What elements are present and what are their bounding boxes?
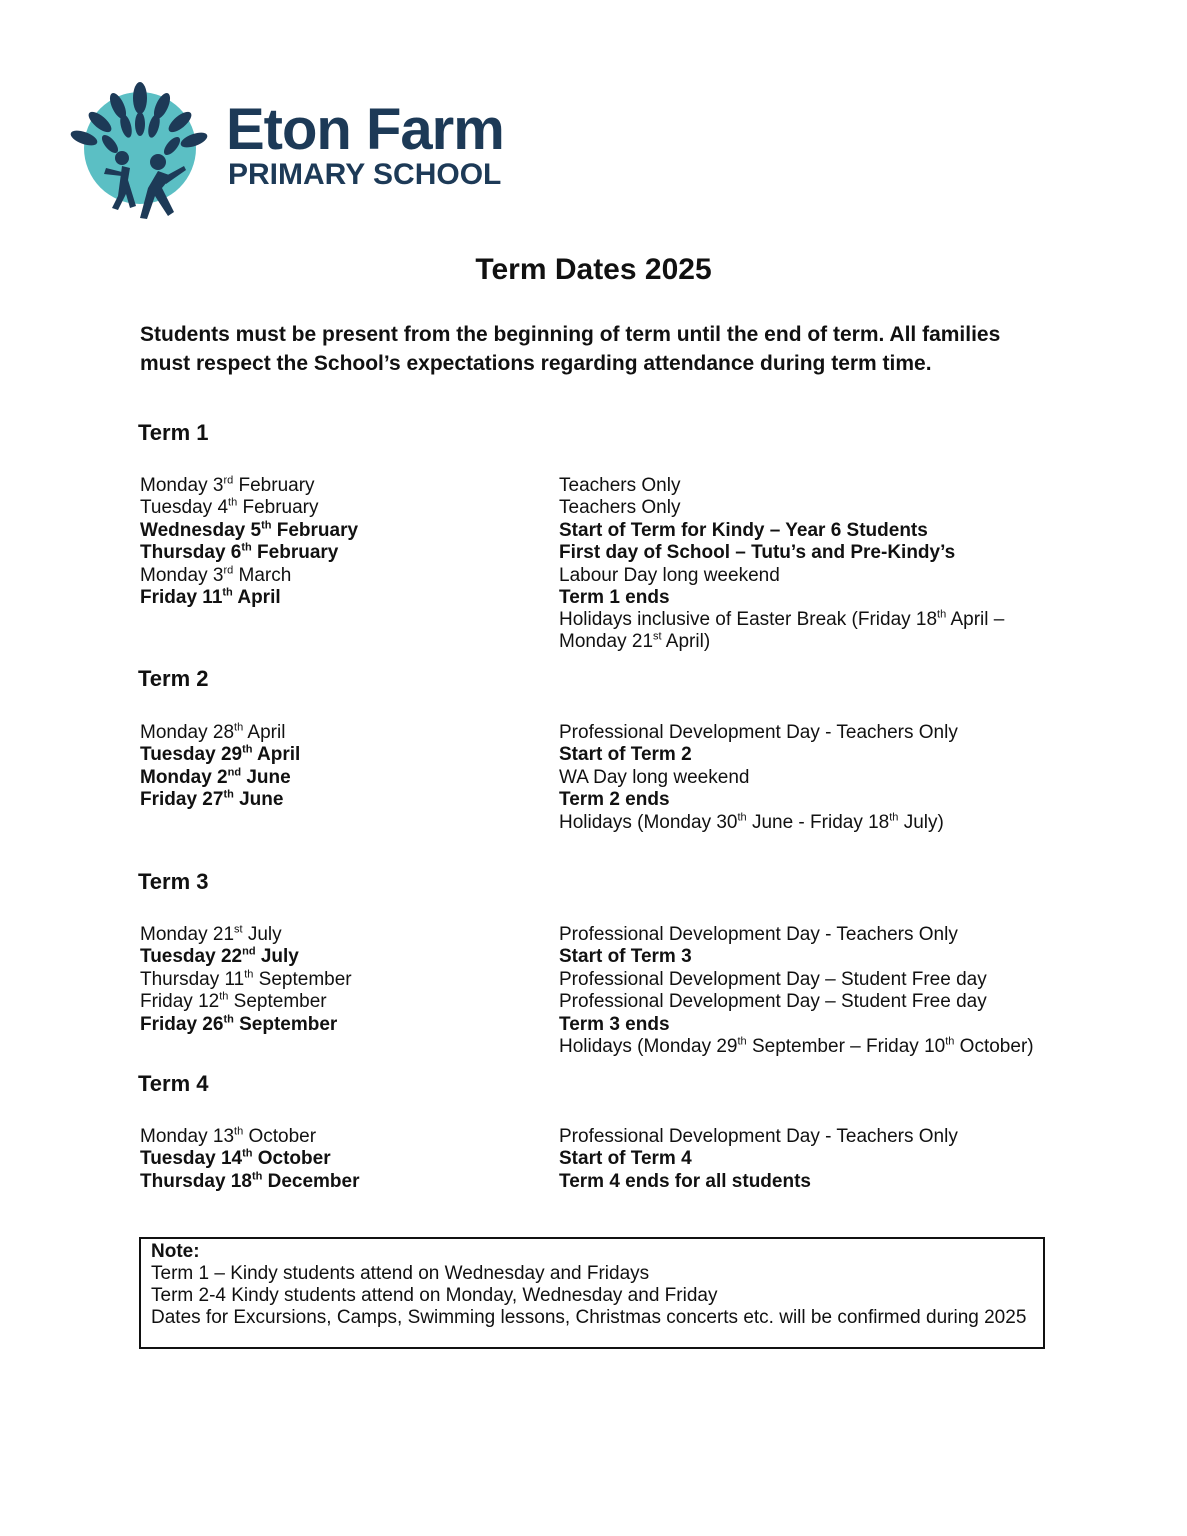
date-text: Friday 11th April [140, 586, 281, 608]
date-row [0, 722, 1187, 744]
date-row [0, 1148, 1187, 1170]
date-text: Thursday 11th September [140, 968, 352, 990]
school-logo [60, 76, 504, 226]
date-text: Wednesday 5th February [140, 519, 359, 541]
date-row [0, 924, 1187, 946]
event-description: Professional Development Day - Teachers Only [559, 722, 958, 743]
intro-paragraph: Students must be present from the beginning of term until the end of term. All families must respect the School’s expectations regarding attendance during term time. [140, 323, 1001, 375]
term-heading: Term 4 [138, 1071, 209, 1096]
date-text: Tuesday 14th October [140, 1148, 331, 1170]
term-heading: Term 3 [138, 869, 209, 894]
holiday-note: Holidays inclusive of Easter Break (Friday 18th April – Monday 21st April) [559, 609, 1005, 653]
event-description: Term 4 ends for all students [559, 1170, 811, 1192]
date-row [0, 744, 1187, 766]
school-name: Eton Farm [226, 97, 504, 162]
date-row [0, 991, 1187, 1013]
holiday-note: Holidays (Monday 29th September – Friday 10th October) [559, 1035, 1034, 1057]
event-description: Start of Term 4 [559, 1148, 692, 1170]
date-row [0, 520, 1187, 542]
date-row [0, 1126, 1187, 1148]
school-subtitle: PRIMARY SCHOOL [228, 158, 502, 191]
event-description: Labour Day long weekend [559, 564, 780, 586]
date-text: Monday 13th October [140, 1125, 317, 1147]
date-ordinal: th [244, 968, 254, 981]
note-line: Dates for Excursions, Camps, Swimming lessons, Christmas concerts etc. will be confirmed during 2025 [151, 1307, 1027, 1328]
date-text: Friday 12th September [140, 990, 327, 1013]
date-ordinal: th [242, 744, 253, 757]
term-heading: Term 2 [138, 666, 209, 691]
date-ordinal: th [241, 541, 252, 554]
date-ordinal: th [889, 811, 899, 824]
date-ordinal: st [653, 631, 662, 644]
event-description: Term 3 ends [559, 1013, 670, 1035]
date-ordinal: st [234, 923, 243, 936]
date-row [0, 1014, 1187, 1036]
holiday-note: Holidays (Monday 30th June - Friday 18th July) [559, 811, 944, 833]
date-ordinal: th [737, 811, 747, 824]
date-text: Monday 28th April [140, 721, 286, 743]
event-description: Start of Term for Kindy – Year 6 Students [559, 519, 928, 541]
event-description: WA Day long weekend [559, 766, 750, 788]
event-description: First day of School – Tutu’s and Pre-Kindy’s [559, 542, 956, 564]
date-row [0, 542, 1187, 564]
date-text: Monday 2nd June [140, 766, 291, 788]
event-description: Start of Term 3 [559, 946, 692, 968]
date-ordinal: th [251, 1170, 263, 1183]
note-box [139, 1237, 1045, 1349]
event-description: Term 1 ends [559, 587, 670, 608]
note-line: Term 1 – Kindy students attend on Wednesday and Fridays [151, 1263, 650, 1284]
date-row [0, 587, 1187, 609]
event-description: Teachers Only [559, 475, 681, 496]
note-line: Term 2-4 Kindy students attend on Monday, Wednesday and Friday [151, 1285, 718, 1306]
date-ordinal: th [261, 519, 272, 532]
date-text: Monday 21st July [140, 923, 282, 945]
date-text: Tuesday 22nd July [140, 946, 299, 968]
date-ordinal: rd [223, 564, 234, 577]
date-ordinal: rd [223, 474, 234, 487]
date-ordinal: nd [242, 946, 256, 959]
date-row [0, 789, 1187, 811]
date-text: Monday 3rd March [140, 564, 292, 586]
term-heading: Term 1 [138, 420, 209, 445]
date-ordinal: th [937, 609, 947, 622]
date-text: Thursday 18th December [140, 1170, 360, 1192]
page-title: Term Dates 2025 [475, 253, 712, 286]
date-ordinal: th [223, 1013, 234, 1026]
date-text: Friday 27th June [140, 788, 284, 811]
event-description: Teachers Only [559, 497, 681, 519]
date-row [0, 497, 1187, 519]
date-ordinal: th [234, 1125, 244, 1138]
date-text: Monday 3rd February [140, 474, 315, 496]
date-text: Tuesday 29th April [140, 744, 301, 766]
date-text: Friday 26th September [140, 1013, 338, 1035]
date-ordinal: nd [227, 766, 242, 779]
event-description: Professional Development Day – Student Free day [559, 991, 987, 1013]
event-description: Start of Term 2 [559, 744, 692, 766]
date-ordinal: th [234, 721, 244, 734]
event-description: Term 2 ends [559, 789, 670, 811]
date-row [0, 767, 1187, 789]
date-ordinal: th [219, 990, 229, 1003]
date-ordinal: th [945, 1035, 955, 1048]
event-description: Professional Development Day - Teachers Only [559, 1126, 958, 1147]
date-ordinal: th [228, 497, 238, 510]
note-title: Note: [151, 1241, 200, 1262]
event-description: Professional Development Day – Student Free day [559, 968, 987, 990]
date-row [0, 475, 1187, 497]
date-ordinal: th [223, 788, 234, 801]
date-row [0, 1171, 1187, 1193]
date-ordinal: th [737, 1035, 747, 1048]
date-row [0, 969, 1187, 991]
tree-logo-icon [60, 76, 210, 226]
date-row [0, 565, 1187, 587]
date-ordinal: th [222, 586, 233, 599]
event-description: Professional Development Day - Teachers Only [559, 924, 958, 945]
date-ordinal: th [242, 1148, 253, 1161]
date-text: Thursday 6th February [140, 541, 339, 564]
date-row [0, 946, 1187, 968]
date-text: Tuesday 4th February [140, 497, 319, 519]
